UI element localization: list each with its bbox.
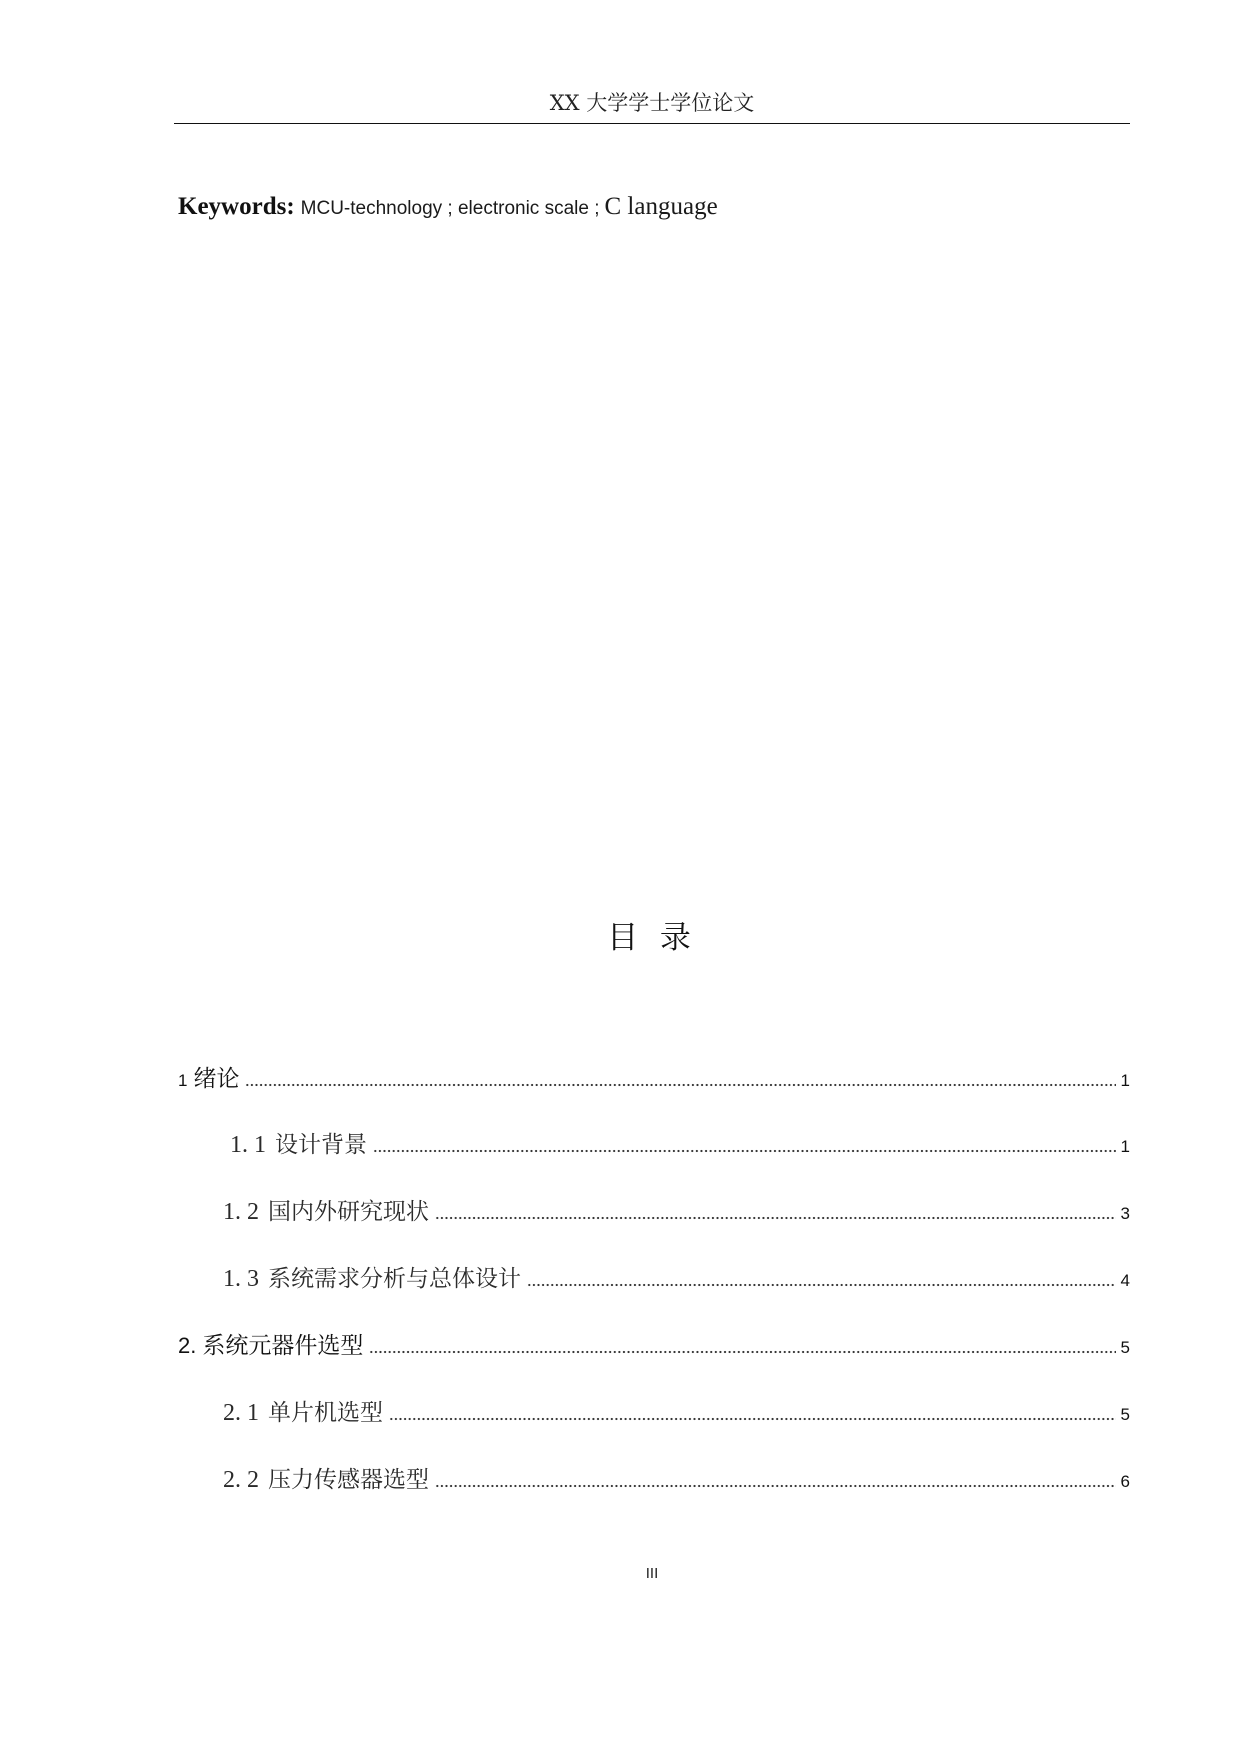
toc-entry-leader (435, 1216, 1116, 1220)
toc-entry-page: 1 (1120, 1071, 1130, 1090)
toc-entry-leader (373, 1149, 1116, 1153)
toc-entry-number: 1 (178, 1071, 188, 1090)
keywords-text: C language (604, 193, 718, 220)
toc-entry-number: 2. (178, 1333, 197, 1358)
toc-entry-number: 1. 1 (230, 1132, 266, 1158)
toc-entry[interactable] (178, 1329, 1130, 1363)
toc-entry-leader (389, 1417, 1116, 1421)
toc-entry-number: 2. 1 (223, 1400, 259, 1426)
toc-entry-leader (527, 1283, 1116, 1287)
toc-entry-number: 2. 2 (223, 1467, 259, 1493)
toc-entry[interactable] (223, 1463, 1130, 1497)
toc-entry-title: 系统需求分析与总体设计 (268, 1266, 521, 1292)
toc-entry-leader (435, 1484, 1116, 1488)
page-number: III (645, 1565, 659, 1582)
toc-entry-title: 设计背景 (275, 1132, 367, 1158)
toc-entry-title: 单片机选型 (268, 1400, 383, 1426)
toc-title: 目 录 (607, 920, 697, 956)
keywords-label: Keywords: (178, 193, 295, 220)
toc-entry-leader (369, 1350, 1115, 1354)
toc-entry-page: 4 (1120, 1271, 1130, 1290)
toc-entry[interactable] (178, 1062, 1130, 1096)
toc-entry-number: 1. 2 (223, 1199, 259, 1225)
toc-entry-number: 1. 3 (223, 1266, 259, 1292)
page-header-title: XX 大学学士学位论文 (549, 91, 755, 115)
toc-entry-leader (245, 1083, 1115, 1087)
toc-entry-title: 系统元器件选型 (202, 1333, 364, 1359)
toc-entry-title: 压力传感器选型 (268, 1467, 429, 1493)
toc-entry-page: 5 (1120, 1405, 1130, 1424)
toc-entry-page: 1 (1120, 1137, 1130, 1156)
toc-entry-page: 5 (1120, 1338, 1130, 1357)
toc-entry[interactable] (223, 1396, 1130, 1430)
toc-entry-title: 国内外研究现状 (268, 1199, 429, 1225)
toc-entry[interactable] (223, 1195, 1130, 1229)
toc-entry-page: 6 (1120, 1472, 1130, 1491)
header-rule (174, 123, 1130, 124)
toc-entry-title: 绪论 (193, 1066, 240, 1092)
keywords-line (178, 190, 718, 224)
keywords-text: MCU-technology ; electronic scale ; (300, 198, 600, 219)
toc-entry-page: 3 (1120, 1204, 1130, 1223)
toc-entry[interactable] (223, 1262, 1130, 1296)
toc-entry[interactable] (230, 1128, 1130, 1162)
